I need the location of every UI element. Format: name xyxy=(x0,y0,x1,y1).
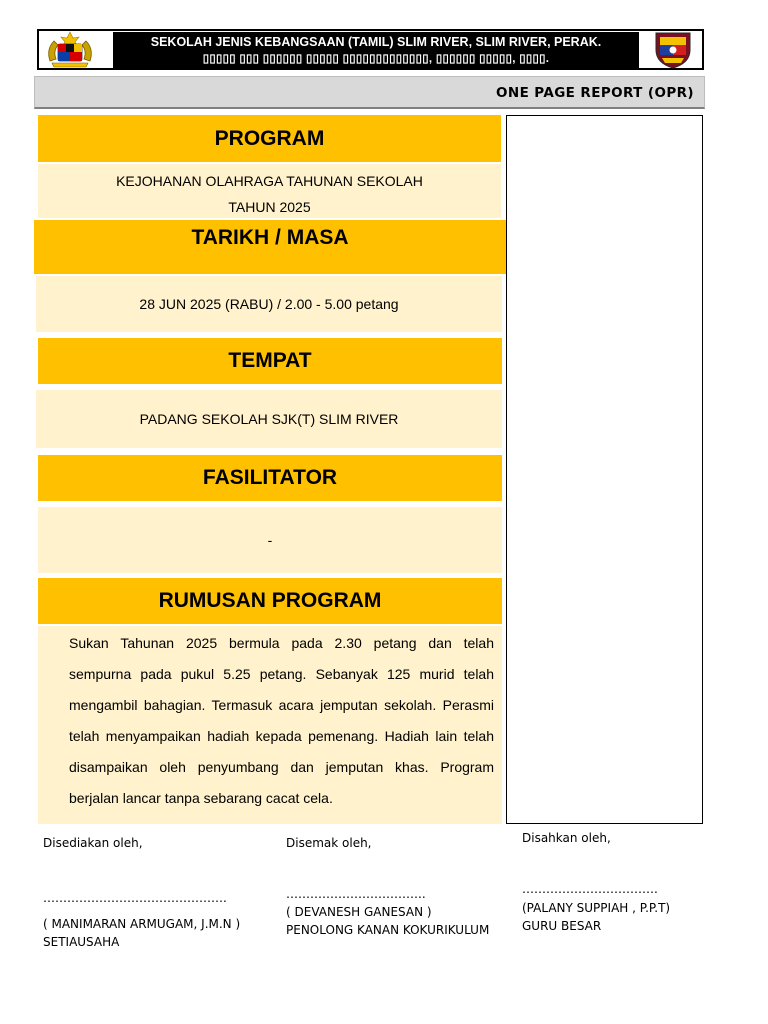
program-heading-text: PROGRAM xyxy=(214,126,325,150)
summary-text: Sukan Tahunan 2025 bermula pada 2.30 petang dan telah sempurna pada pukul 5.25 petang. Sebanyak 125 murid telah mengambil bahagian. Termasuk acara jemputan sekolah. Perasmi telah menyampaikan hadiah kepada pemenang. Hadiah lain telah disampaikan oleh penyumbang dan jemputan khas. Program berjalan lancar tanpa sebarang cacat cela. xyxy=(69,635,494,806)
checked-by-line: …………………………….. xyxy=(286,887,426,901)
facilitator-heading-text: FASILITATOR xyxy=(202,466,338,489)
prepared-by-line: ………………………………………. xyxy=(43,891,227,905)
report-title-bar xyxy=(34,76,705,109)
photo-placeholder xyxy=(506,115,703,824)
report-title: ONE PAGE REPORT (OPR) xyxy=(496,85,694,101)
program-year: TAHUN 2025 xyxy=(228,199,311,215)
approved-by-label: Disahkan oleh, xyxy=(522,831,611,845)
facilitator-value: - xyxy=(267,532,273,548)
prepared-by-label: Disediakan oleh, xyxy=(43,836,143,850)
school-crest-icon xyxy=(652,30,694,69)
program-body xyxy=(38,164,501,218)
approved-by-name: (PALANY SUPPIAH , P.P.T) xyxy=(522,901,671,915)
program-heading xyxy=(38,115,501,162)
approved-by-line: ……………………………. xyxy=(522,882,658,896)
summary-heading-text: RUMUSAN PROGRAM xyxy=(158,589,382,612)
venue-body xyxy=(36,390,502,448)
checked-by-title: PENOLONG KANAN KOKURIKULUM xyxy=(286,923,490,937)
checked-by-name: ( DEVANESH GANESAN ) xyxy=(286,905,432,919)
school-name: SEKOLAH JENIS KEBANGSAAN (TAMIL) SLIM RIVER, SLIM RIVER, PERAK. xyxy=(150,35,602,49)
date-time-body xyxy=(36,276,502,332)
date-time-heading xyxy=(34,220,506,274)
prepared-by-title: SETIAUSAHA xyxy=(43,935,120,949)
school-name-band xyxy=(113,32,639,68)
school-name-tamil: ▯▯▯▯▯ ▯▯▯ ▯▯▯▯▯▯ ▯▯▯▯▯ ▯▯▯▯▯▯▯▯▯▯▯▯▯, ▯▯▯▯▯▯ ▯▯▯▯▯, ▯▯▯▯. xyxy=(202,53,550,65)
venue-heading-text: TEMPAT xyxy=(228,349,312,372)
checked-by-label: Disemak oleh, xyxy=(286,836,372,850)
malaysia-crest-icon xyxy=(44,31,96,68)
date-time-heading-text: TARIKH / MASA xyxy=(191,226,349,249)
facilitator-heading xyxy=(38,455,502,501)
facilitator-body xyxy=(38,507,502,573)
date-time-value: 28 JUN 2025 (RABU) / 2.00 - 5.00 petang xyxy=(139,296,399,312)
prepared-by-name: ( MANIMARAN ARMUGAM, J.M.N ) xyxy=(43,917,241,931)
summary-body xyxy=(38,626,502,824)
program-name: KEJOHANAN OLAHRAGA TAHUNAN SEKOLAH xyxy=(116,173,423,189)
approved-by-title: GURU BESAR xyxy=(522,919,602,933)
summary-heading xyxy=(38,578,502,624)
venue-heading xyxy=(38,338,502,384)
venue-value: PADANG SEKOLAH SJK(T) SLIM RIVER xyxy=(139,411,399,427)
